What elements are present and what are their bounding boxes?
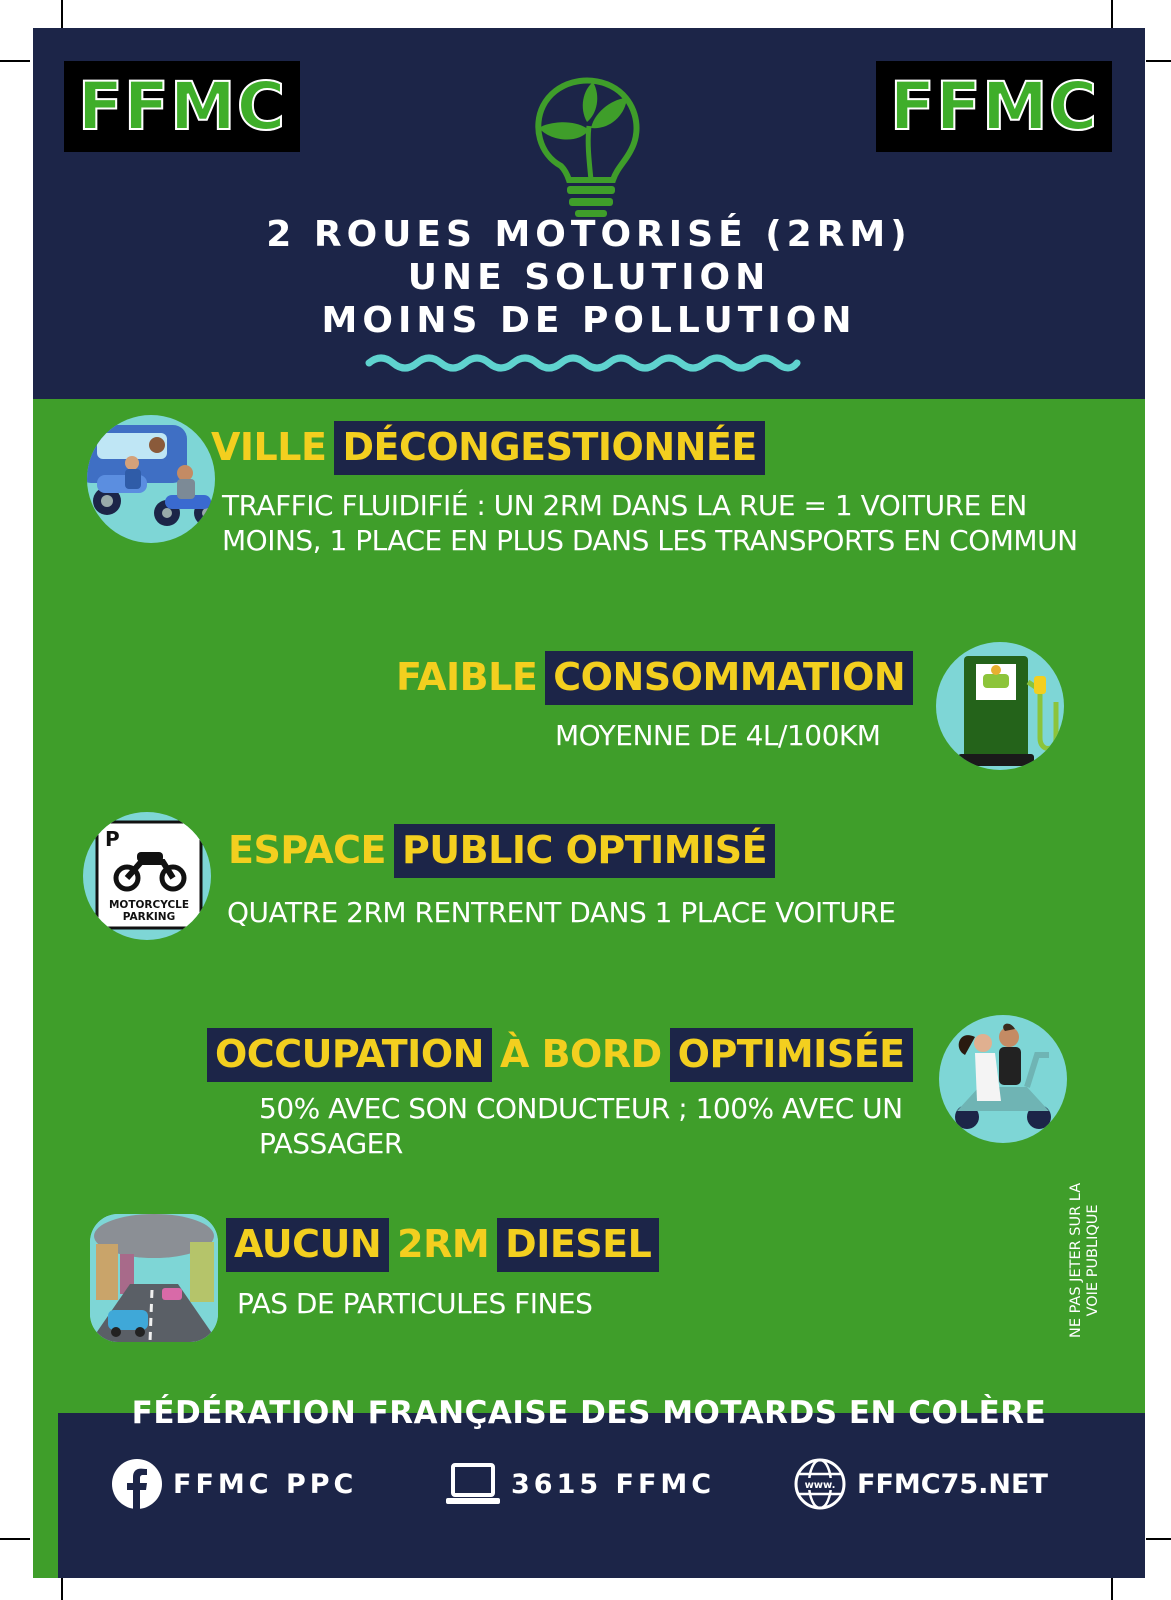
crop-mark	[1111, 1578, 1113, 1600]
heading-plain: FAIBLE	[396, 655, 538, 699]
section-heading	[228, 824, 775, 878]
website-link[interactable]	[793, 1454, 1048, 1514]
federation-name: FÉDÉRATION FRANÇAISE DES MOTARDS EN COLÈRE	[131, 1395, 1047, 1431]
logo-text: FFMC	[77, 67, 287, 145]
side-note-line: VOIE PUBLIQUE	[1085, 1204, 1101, 1317]
crop-mark	[1146, 60, 1171, 62]
wave-divider	[365, 350, 801, 376]
heading-highlight: AUCUN	[226, 1218, 389, 1272]
fuel-pump-icon	[936, 642, 1064, 770]
website-label: FFMC75.NET	[857, 1468, 1048, 1500]
globe-text: www.	[804, 1480, 836, 1491]
flyer	[33, 28, 1145, 1578]
heading-plain: VILLE	[211, 425, 327, 469]
polluted-city-icon	[90, 1214, 218, 1342]
heading-plain: À BORD	[499, 1032, 662, 1076]
section-description: PAS DE PARTICULES FINES	[237, 1287, 593, 1320]
heading-plain: 2RM	[397, 1222, 490, 1266]
sign-p: P	[105, 827, 120, 851]
heading-highlight: OCCUPATION	[207, 1028, 492, 1082]
section-description: MOYENNE DE 4L/100KM	[555, 719, 881, 752]
heading-highlight: OPTIMISÉE	[670, 1028, 913, 1082]
side-note	[1068, 1183, 1102, 1338]
section-heading	[211, 421, 765, 475]
title-line: 2 ROUES MOTORISÉ (2RM)	[266, 214, 912, 255]
crop-mark	[61, 1578, 63, 1600]
crop-mark	[0, 1538, 30, 1540]
heading-highlight: DÉCONGESTIONNÉE	[334, 421, 764, 475]
crop-mark	[0, 60, 30, 62]
section-description: QUATRE 2RM RENTRENT DANS 1 PLACE VOITURE	[227, 896, 896, 929]
section-description: TRAFFIC FLUIDIFIÉ : UN 2RM DANS LA RUE = 1 VOITURE EN MOINS, 1 PLACE EN PLUS DANS LES TRANSPORTS EN COMMUN	[222, 489, 1078, 557]
laptop-icon	[445, 1462, 501, 1506]
eco-bulb-icon	[525, 70, 649, 222]
main-title	[33, 213, 1145, 342]
section-heading	[226, 1218, 659, 1272]
crop-mark	[1146, 1538, 1171, 1540]
section-heading	[207, 1028, 913, 1082]
sign-text-2: PARKING	[122, 911, 176, 923]
ffmc-logo-right	[876, 61, 1112, 152]
logo-text: FFMC	[889, 67, 1099, 145]
heading-highlight: CONSOMMATION	[545, 651, 913, 705]
minitel-link[interactable]	[445, 1454, 715, 1514]
title-line: MOINS DE POLLUTION	[321, 300, 857, 341]
ffmc-logo-left	[64, 61, 300, 152]
crop-mark	[61, 0, 63, 28]
minitel-label: 3615 FFMC	[511, 1468, 716, 1500]
side-note-line: NE PAS JETER SUR LA	[1068, 1182, 1084, 1338]
scooters-traffic-icon	[87, 415, 215, 543]
facebook-icon	[111, 1458, 163, 1510]
heading-plain: ESPACE	[228, 828, 386, 872]
heading-highlight: DIESEL	[497, 1218, 659, 1272]
globe-icon	[793, 1457, 847, 1511]
heading-highlight: PUBLIC OPTIMISÉ	[394, 824, 775, 878]
motorcycle-parking-sign-icon	[83, 812, 211, 940]
sign-text-1: MOTORCYCLE	[108, 899, 190, 911]
facebook-link[interactable]	[111, 1454, 357, 1514]
title-line: UNE SOLUTION	[407, 257, 771, 298]
crop-mark	[1111, 0, 1113, 28]
facebook-label: FFMC PPC	[173, 1468, 358, 1500]
header	[33, 28, 1145, 399]
section-heading	[396, 651, 913, 705]
couple-on-scooter-icon	[939, 1015, 1067, 1143]
section-description: 50% AVEC SON CONDUCTEUR ; 100% AVEC UN PASSAGER	[259, 1092, 903, 1160]
